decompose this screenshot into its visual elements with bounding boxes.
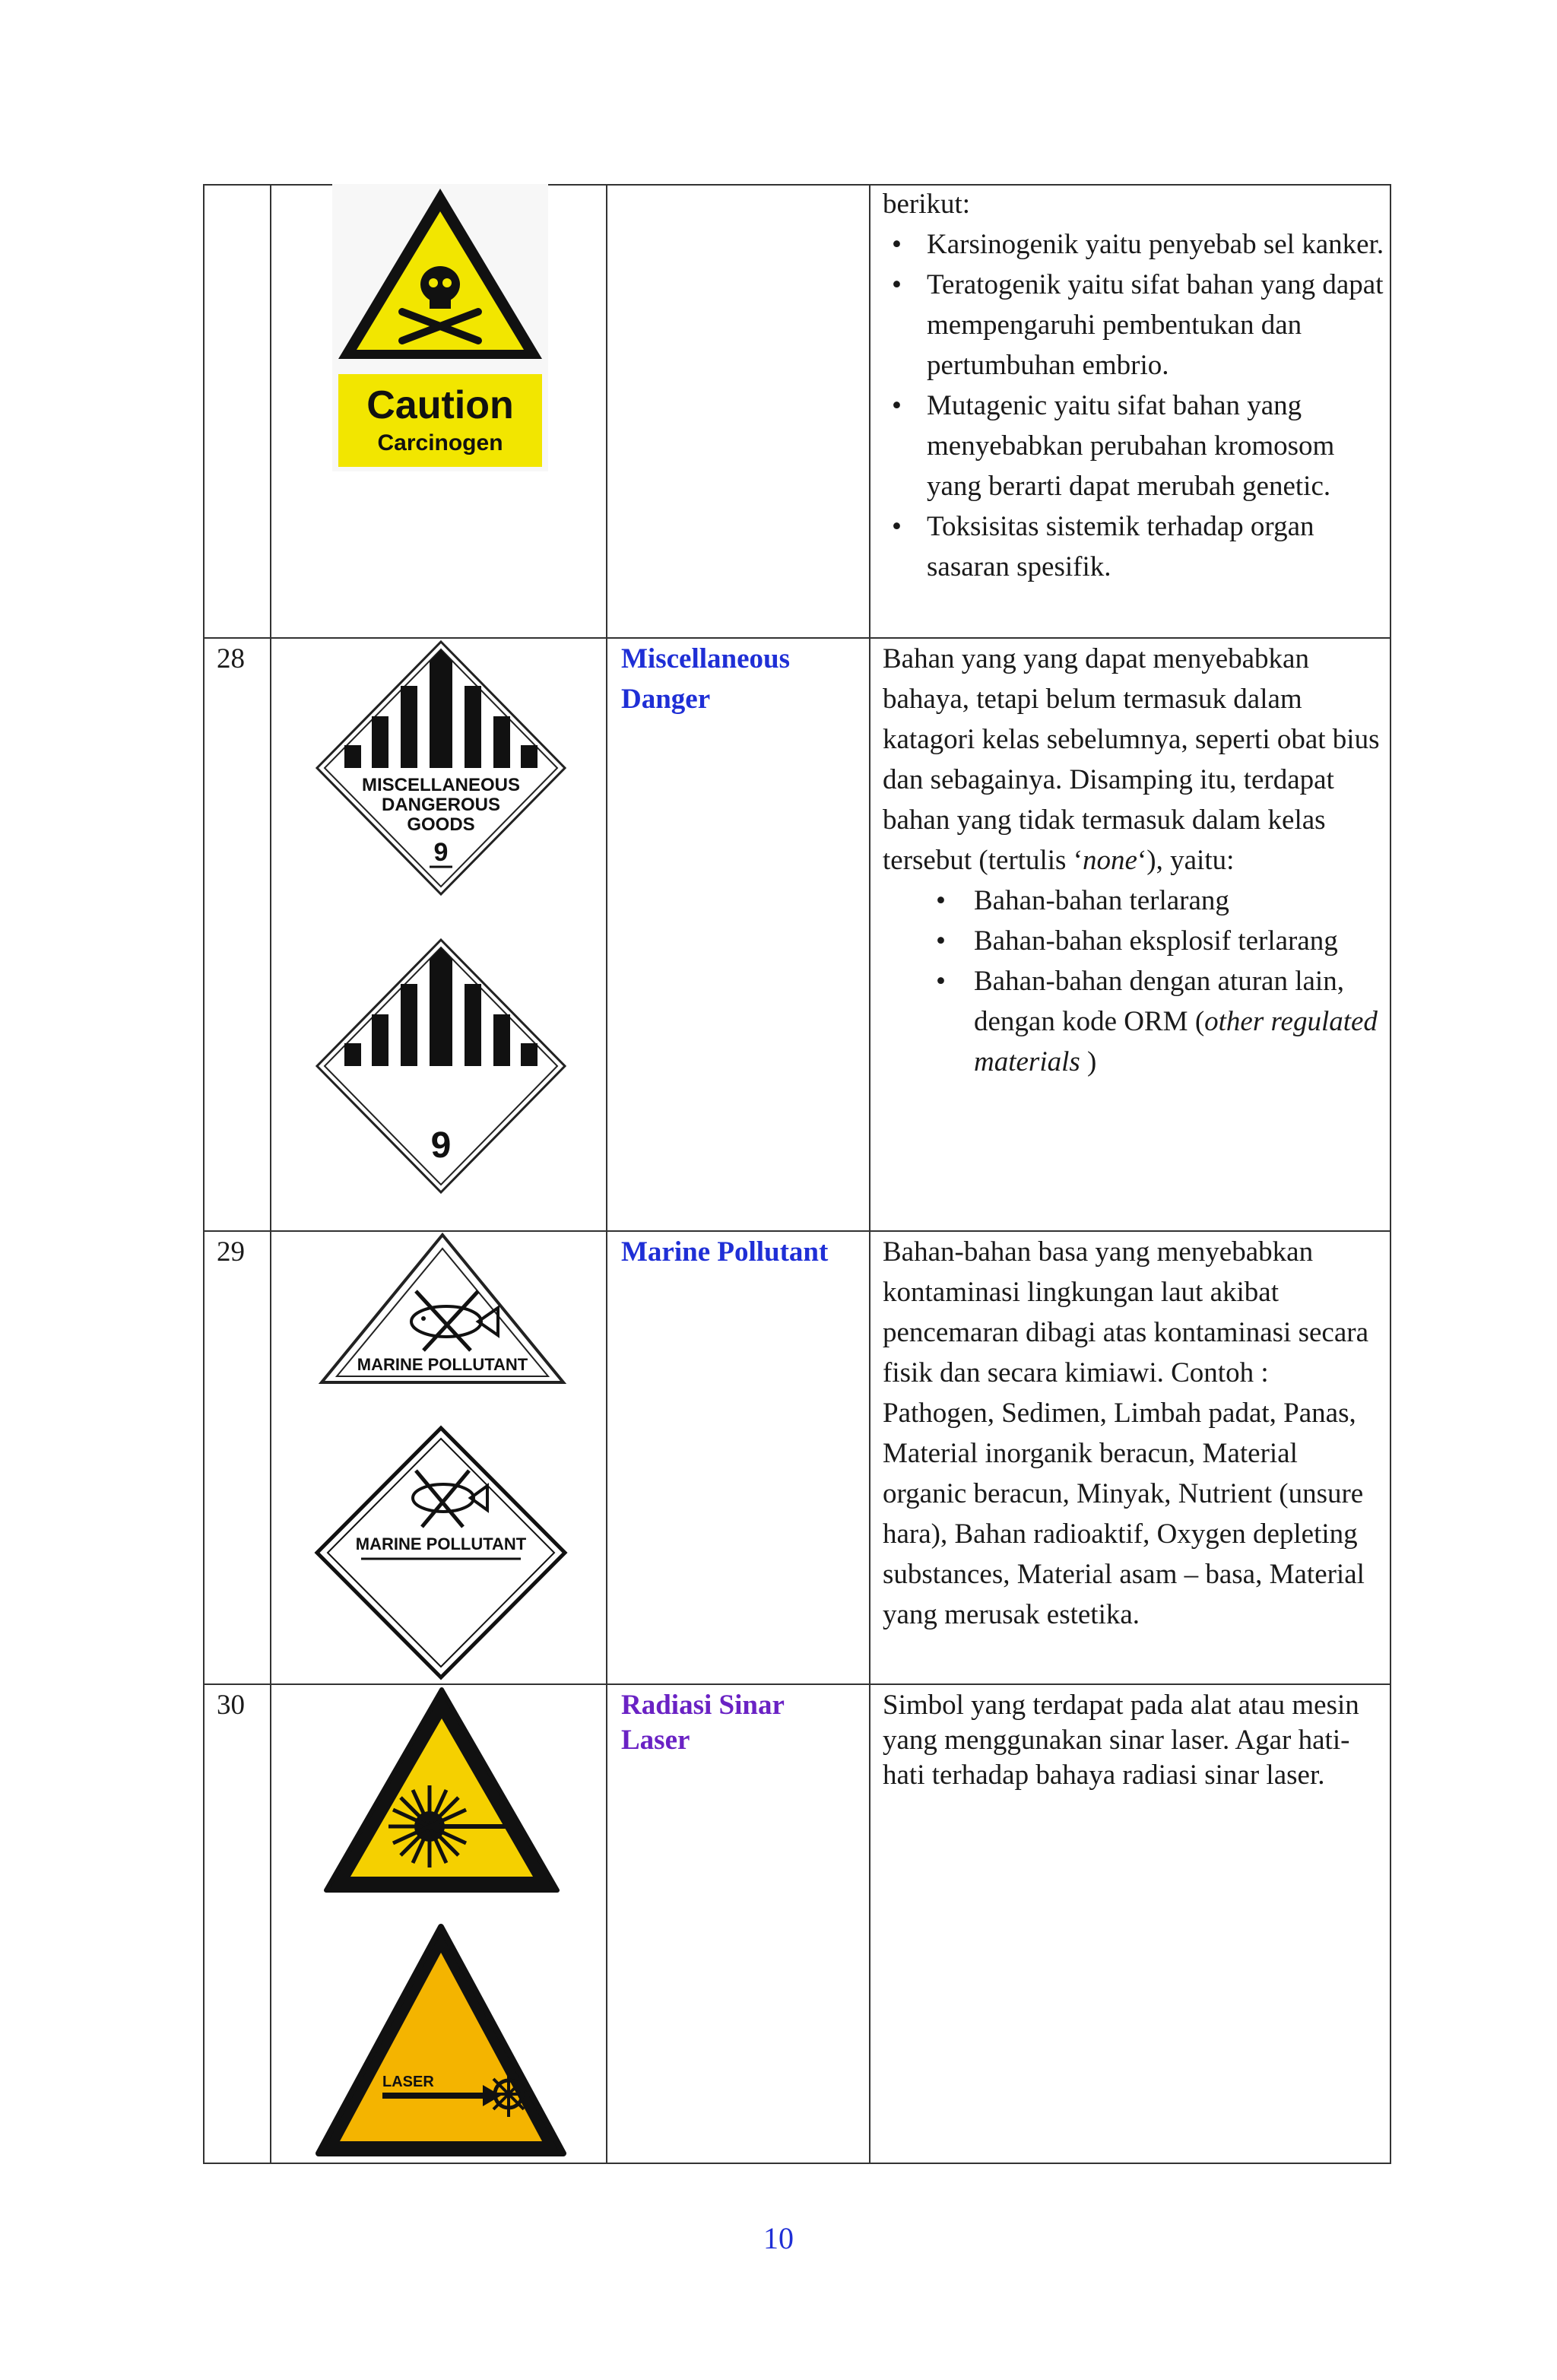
- svg-text:MISCELLANEOUS: MISCELLANEOUS: [361, 775, 521, 795]
- caution-carcinogen-sign: [332, 184, 548, 471]
- stripes-icon: [344, 947, 537, 1066]
- laser-radiation-sign: [323, 1685, 560, 1895]
- svg-text:MARINE POLLUTANT: MARINE POLLUTANT: [355, 1534, 527, 1553]
- description-intro: berikut:: [883, 189, 971, 220]
- emphasis-none: none: [1083, 845, 1137, 876]
- row-number: 29: [217, 1236, 245, 1268]
- marine-pollutant-diamond-sign: [314, 1425, 568, 1680]
- svg-text:MARINE POLLUTANT: MARINE POLLUTANT: [357, 1355, 528, 1374]
- table-border-right: [1390, 184, 1391, 2164]
- symbol-name: Marine Pollutant: [621, 1236, 829, 1268]
- row-number: 28: [217, 643, 245, 674]
- marine-pollutant-triangle-sign: [319, 1232, 566, 1387]
- page-number: 10: [763, 2221, 794, 2255]
- svg-text:GOODS: GOODS: [407, 814, 475, 835]
- table-border-bottom: [203, 2163, 1391, 2164]
- svg-text:DANGEROUS: DANGEROUS: [381, 795, 501, 815]
- list-item: • Teratogenik yaitu sifat bahan yang dapat mempengaruhi pembentukan dan pertumbuhan embrio.: [883, 265, 1384, 386]
- stripes-icon: [344, 649, 537, 768]
- description-cell: [883, 639, 1384, 1082]
- table-col-divider: [869, 184, 870, 2164]
- table-border-left: [203, 184, 205, 2164]
- list-item: • Mutagenic yaitu sifat bahan yang menyebabkan perubahan kromosom yang berarti dapat merubah genetic.: [883, 386, 1384, 506]
- symbol-name: Radiasi Sinar Laser: [621, 1690, 785, 1756]
- laser-warning-sign: [314, 1922, 568, 2159]
- list-item: • Karsinogenik yaitu penyebab sel kanker.: [883, 224, 1384, 265]
- caution-text: Caution: [366, 383, 514, 427]
- description-cell: [883, 184, 1384, 587]
- list-item: • Bahan-bahan eksplosif terlarang: [883, 921, 1384, 961]
- list-item: • Bahan-bahan terlarang: [883, 881, 1384, 921]
- svg-text:9: 9: [430, 1125, 452, 1166]
- list-item: • Bahan-bahan dengan aturan lain, dengan kode ORM (other regulated materials ): [883, 961, 1384, 1082]
- class-9-hazard-sign: [314, 937, 568, 1195]
- symbol-name: Miscellaneous Danger: [621, 643, 790, 715]
- table-col-divider: [270, 184, 271, 2164]
- description-text: Simbol yang terdapat pada alat atau mesin yang menggunakan sinar laser. Agar hati-hati terhadap bahaya radiasi sinar laser.: [883, 1690, 1359, 1791]
- carcinogen-text: Carcinogen: [377, 430, 503, 455]
- row-number: 30: [217, 1690, 245, 1721]
- table-col-divider: [606, 184, 607, 2164]
- svg-text:LASER: LASER: [382, 2074, 434, 2090]
- hazard-symbol-table: [203, 184, 1391, 2164]
- description-text: Bahan-bahan basa yang menyebabkan kontaminasi lingkungan laut akibat pencemaran dibagi atas kontaminasi secara fisik dan secara kimiawi. Contoh : Pathogen, Sedimen, Limbah padat, Panas, Material inorganik beracun, Material organic beracun, Minyak, Nutrient (unsure hara), Bahan radioaktif, Oxygen depleting substances, Material asam – basa, Material yang merusak estetika.: [883, 1236, 1368, 1630]
- description-text: Bahan yang yang dapat menyebabkan bahaya, tetapi belum termasuk dalam katagori kelas sebelumnya, seperti obat bius dan sebagainya. Disamping itu, terdapat bahan yang tidak termasuk dalam kelas tersebut (tertulis ‘none‘), yaitu:: [883, 643, 1380, 876]
- svg-text:9: 9: [433, 838, 449, 867]
- miscellaneous-dangerous-goods-sign: [314, 639, 568, 897]
- list-item: • Toksisitas sistemik terhadap organ sasaran spesifik.: [883, 506, 1384, 587]
